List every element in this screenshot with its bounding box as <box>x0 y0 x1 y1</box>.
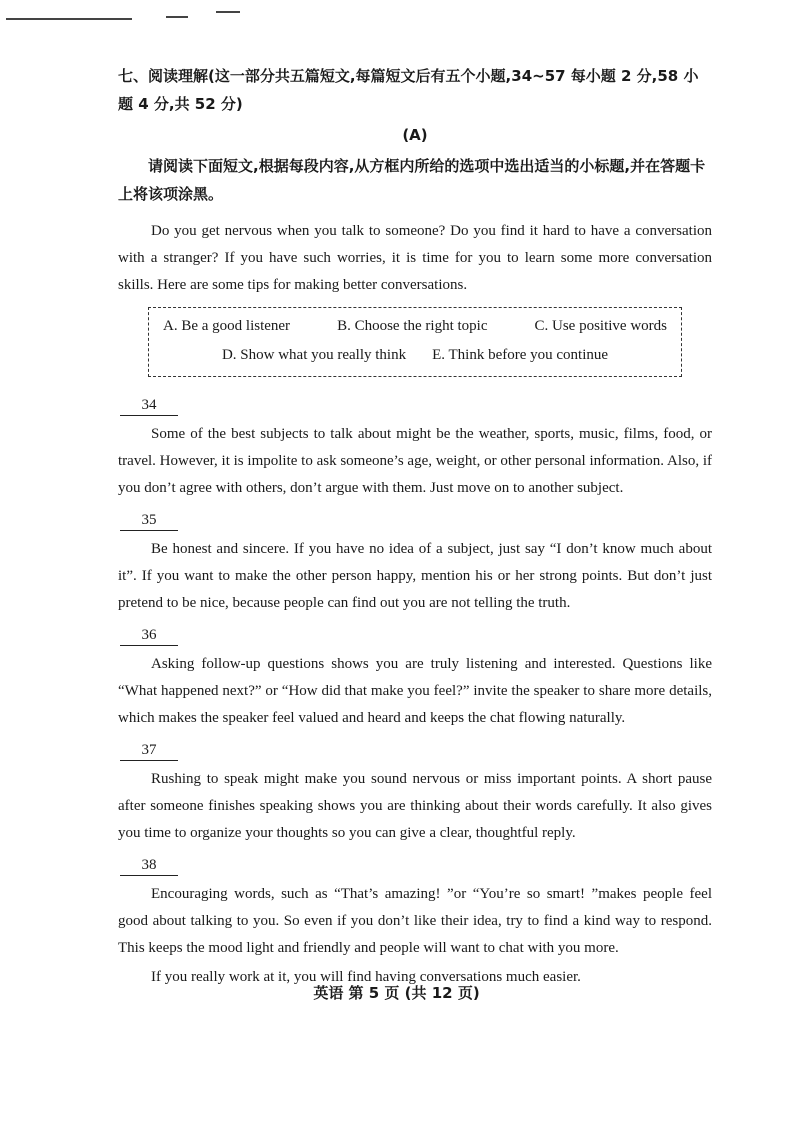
exam-page <box>118 62 712 991</box>
scan-mark <box>216 11 240 13</box>
option-e: E. Think before you continue <box>432 347 609 363</box>
question-section-35 <box>118 508 712 617</box>
options-box <box>148 307 682 377</box>
question-number: 37 <box>120 741 178 761</box>
question-section-34 <box>118 393 712 502</box>
passage-instruction: 请阅读下面短文,根据每段内容,从方框内所给的选项中选出适当的小标题,并在答题卡上将该项涂黑。 <box>118 157 706 203</box>
section-title: 七、阅读理解(这一部分共五篇短文,每篇短文后有五个小题,34~57 每小题 2 分,58 小题 4 分,共 52 分) <box>118 67 699 113</box>
option-d: D. Show what you really think <box>221 347 407 363</box>
question-number: 38 <box>120 856 178 876</box>
section-paragraph: Encouraging words, such as “That’s amazing! ”or “You’re so smart! ”makes people feel good about talking to you. So even if you don’t like their idea, try to find a kind way to respond. This keeps the mood light and friendly and people will want to chat with you more. <box>118 886 712 956</box>
question-number: 36 <box>120 626 178 646</box>
option-a: A. Be a good listener <box>163 318 291 334</box>
answer-blank <box>118 393 712 417</box>
scan-mark <box>166 16 188 18</box>
passage-label: (A) <box>402 126 428 144</box>
options-row <box>163 312 667 341</box>
question-section-37 <box>118 738 712 847</box>
question-number: 34 <box>120 396 178 416</box>
scan-marks <box>0 8 300 28</box>
question-section-36 <box>118 623 712 732</box>
closing-paragraph: If you really work at it, you will find having conversations much easier. <box>151 969 581 985</box>
option-b: B. Choose the right topic <box>337 318 488 334</box>
question-section-38 <box>118 853 712 962</box>
section-paragraph: Some of the best subjects to talk about might be the weather, sports, music, films, food, or travel. However, it is impolite to ask someone’s age, weight, or other personal information. Also, if you don’t agree with others, don’t argue with them. Just move on to another subject. <box>118 426 712 496</box>
options-row <box>163 341 667 370</box>
page-footer: 英语 第 5 页 (共 12 页) <box>313 984 480 1002</box>
section-paragraph: Be honest and sincere. If you have no idea of a subject, just say “I don’t know much about it”. If you want to make the other person happy, mention his or her strong points. But don’t just pretend to be nice, because people can find out you are not telling the truth. <box>118 541 712 611</box>
option-c: C. Use positive words <box>534 318 667 334</box>
intro-paragraph: Do you get nervous when you talk to someone? Do you find it hard to have a conversation with a stranger? If you have such worries, it is time for you to learn some more conversation skills. Here are some tips for making better conversations. <box>118 223 712 293</box>
answer-blank <box>118 738 712 762</box>
section-paragraph: Asking follow-up questions shows you are truly listening and interested. Questions like “What happened next?” or “How did that make you feel?” invite the speaker to share more details, which makes the speaker feel valued and heard and keeps the chat flowing naturally. <box>118 656 712 726</box>
question-number: 35 <box>120 511 178 531</box>
scan-mark <box>6 18 132 20</box>
section-paragraph: Rushing to speak might make you sound nervous or miss important points. A short pause after someone finishes speaking shows you are thinking about their words carefully. It also gives you time to organize your thoughts so you can give a clear, thoughtful reply. <box>118 771 712 841</box>
answer-blank <box>118 853 712 877</box>
answer-blank <box>118 508 712 532</box>
answer-blank <box>118 623 712 647</box>
